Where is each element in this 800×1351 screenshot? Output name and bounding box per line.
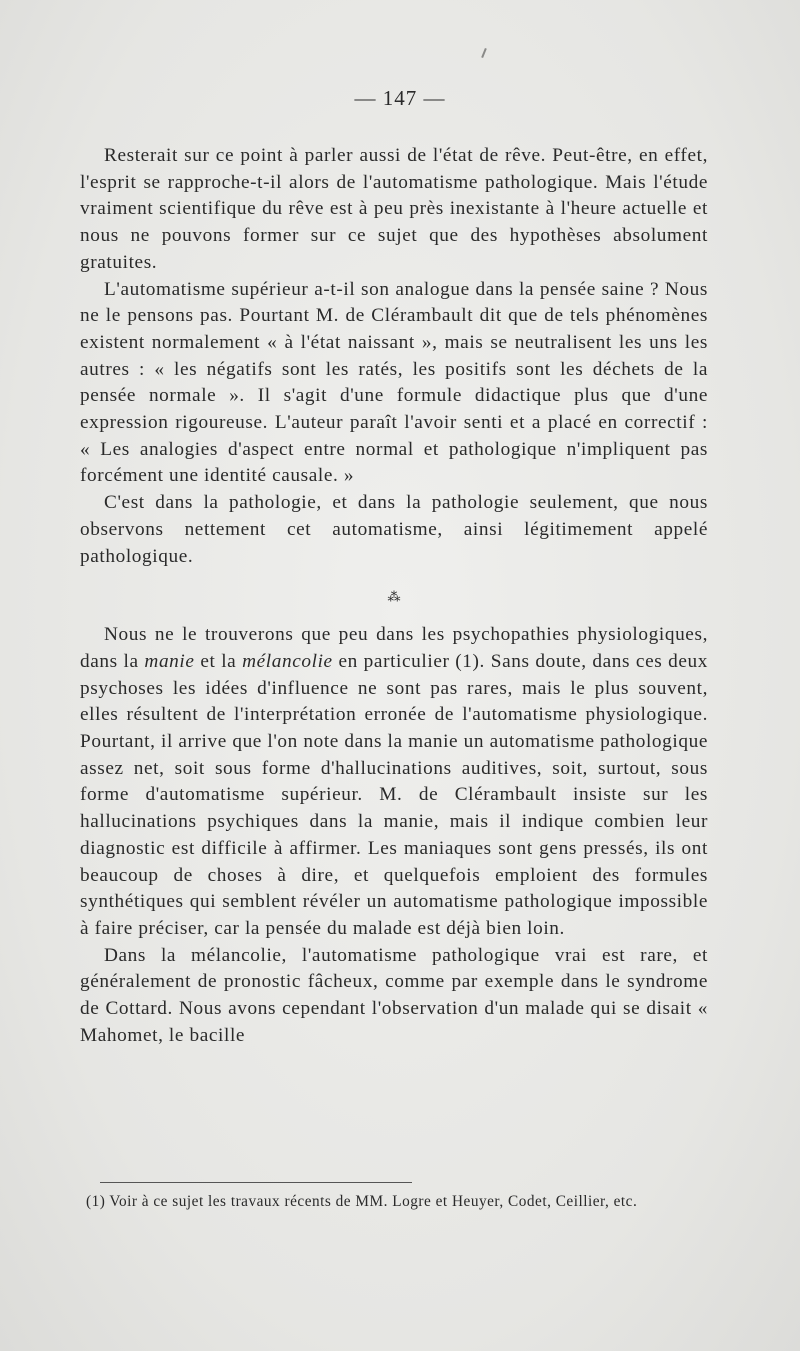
emphasis-manie: manie [144, 650, 195, 672]
footnote-number: (1) [86, 1193, 106, 1210]
paragraph-pensee-saine: L'automatisme supérieur a-t-il son analogue dans la pensée saine ? Nous ne le pensons pas. Pourtant M. de Clérambault dit que de tels phénomènes existent normalement « à l'état naissant », mais se neutralisent les uns les autres : « les négatifs sont les ratés, les positifs sont les déchets de la pensée normale ». Il s'agit d'une formule didactique plus que d'une expression rigoureuse. L'auteur paraît l'avoir senti et a placé en correctif : « Les analogies d'aspect entre normal et pathologique n'impliquent pas forcément une identité causale. » [80, 278, 708, 487]
paper-fleck [481, 48, 487, 58]
paragraph-reve: Resterait sur ce point à parler aussi de l'état de rêve. Peut-être, en effet, l'esprit se rapproche-t-il alors de l'automatisme pathologique. Mais l'étude vraiment scientifique du rêve est à peu près inexistante à l'heure actuelle et nous ne pouvons former sur ce sujet que des hypothèses absolument gratuites. [80, 145, 708, 273]
footnote [80, 1193, 708, 1212]
text-run: Nous ne le trouverons que peu dans les psychopathies physiologiques, dans la [80, 624, 708, 672]
paragraph-melancolie: Dans la mélancolie, l'automatisme pathologique vrai est rare, et généralement de pronostic fâcheux, comme par exemple dans le syndrome de Cottard. Nous avons cependant l'observation d'un malade qui se disait « Mahomet, le bacille [80, 944, 708, 1046]
emphasis-melancolie: mélancolie [242, 650, 333, 672]
text-run: en particulier (1). Sans doute, dans ces deux psychoses les idées d'influence ne sont pas rares, mais le plus souvent, elles résultent de l'interprétation erronée de l'automatisme physiologique. Pourtant, il arrive que l'on note dans la manie un automatisme pathologique assez net, soit sous forme d'hallucinations auditives, soit, surtout, sous forme d'automatisme supérieur. M. de Clérambault insiste sur les hallucinations psychiques dans la manie, mais il indique combien leur diagnostic est difficile à affirmer. Les maniaques sont gens pressés, ils ont beaucoup de choses à dire, et quelquefois emploient des formules synthétiques qui semblent révéler un automatisme pathologique impossible à faire préciser, car la pensée du malade est déjà bien loin. [80, 650, 708, 939]
body-text [80, 143, 708, 1050]
footnote-text: Voir à ce sujet les travaux récents de MM. Logre et Heuyer, Codet, Ceillier, etc. [105, 1193, 638, 1210]
text-run: et la [194, 650, 243, 672]
paragraph-manie [80, 622, 708, 942]
paragraph-pathologie: C'est dans la pathologie, et dans la pathologie seulement, que nous observons nettement cet automatisme, ainsi légitimement appelé pathologique. [80, 492, 708, 567]
page-number: — 147 — [354, 86, 446, 110]
section-separator: ⁂ [387, 589, 401, 605]
footnote-rule [100, 1182, 412, 1183]
